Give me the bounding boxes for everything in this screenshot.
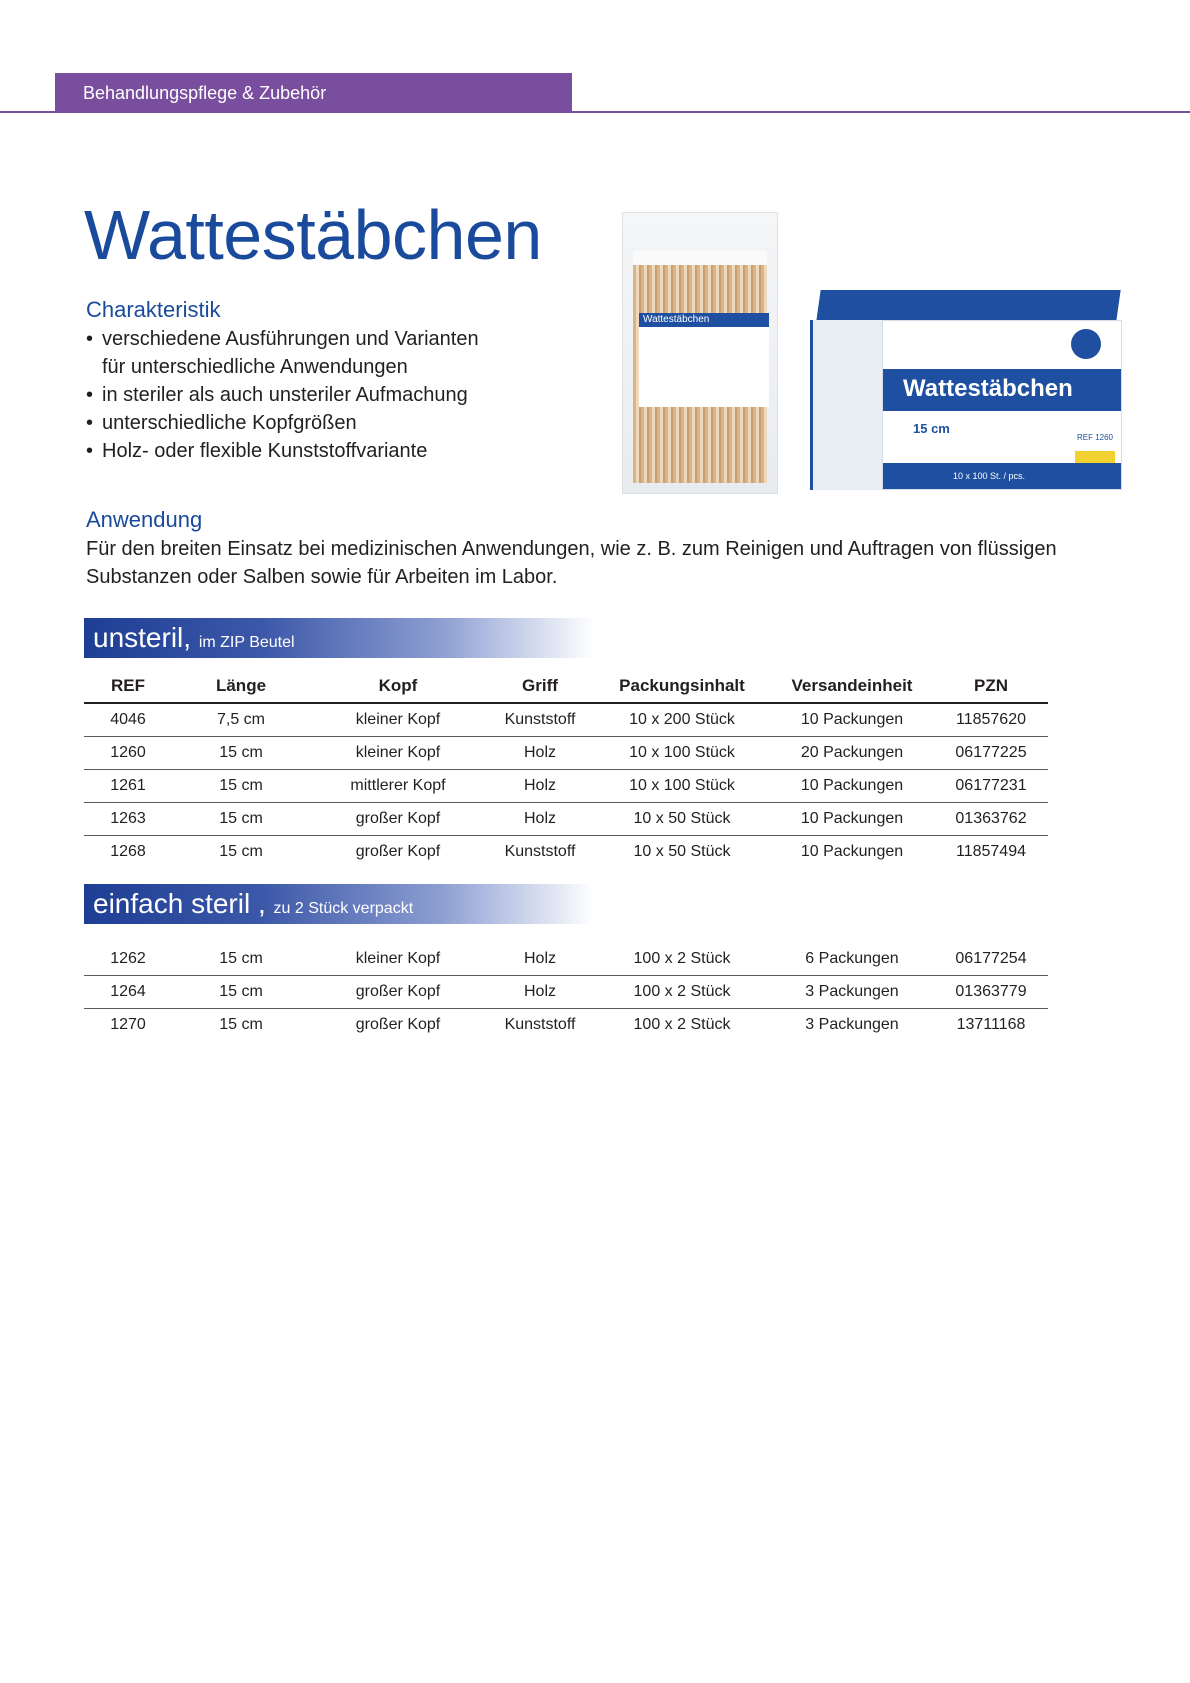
usage-heading: Anwendung xyxy=(86,507,203,532)
cell-handle: Kunststoff xyxy=(486,703,594,737)
group-banner-unsteril xyxy=(84,618,594,658)
cell-package: 10 x 200 Stück xyxy=(594,703,770,737)
cell-pzn: 06177225 xyxy=(934,737,1048,770)
cell-ref: 1260 xyxy=(84,737,172,770)
cell-head: kleiner Kopf xyxy=(310,943,486,976)
cell-length: 15 cm xyxy=(172,737,310,770)
box-ref: REF 1260 xyxy=(1076,433,1113,442)
table-row xyxy=(84,737,1048,770)
cell-package: 100 x 2 Stück xyxy=(594,976,770,1009)
cell-shipping-unit: 6 Packungen xyxy=(770,943,934,976)
cell-handle: Holz xyxy=(486,943,594,976)
table-row xyxy=(84,943,1048,976)
group-title-text: unsteril, xyxy=(93,622,192,653)
cell-ref: 1268 xyxy=(110,843,146,860)
cell-length: 15 cm xyxy=(219,1016,263,1033)
column-header-ref: REF xyxy=(84,670,172,703)
cell-handle: Holz xyxy=(486,737,594,770)
cell-pzn: 11857620 xyxy=(934,703,1048,737)
cell-shipping-unit: 10 Packungen xyxy=(770,803,934,836)
group-title xyxy=(93,888,413,925)
cell-shipping-unit: 20 Packungen xyxy=(770,737,934,770)
table-row xyxy=(84,836,1048,869)
bag-label xyxy=(639,313,769,407)
box-side xyxy=(810,320,885,490)
product-table-sterile xyxy=(84,943,1048,1041)
list-item: • Holz- oder flexible Kunststoffvariante xyxy=(86,437,502,465)
cell-shipping-unit: 10 Packungen xyxy=(770,703,934,737)
cell-ref: 1263 xyxy=(84,803,172,836)
cell-length: 15 cm xyxy=(172,976,310,1009)
section-tab: Behandlungspflege & Zubehör xyxy=(55,73,572,113)
box-band xyxy=(883,369,1121,411)
cell-pzn: 01363779 xyxy=(934,976,1048,1009)
table-row xyxy=(84,703,1048,737)
column-header-package: Packungsinhalt xyxy=(594,670,770,703)
product-image-box xyxy=(810,290,1125,495)
characteristics-list xyxy=(86,325,502,465)
cell-handle: Holz xyxy=(486,976,594,1009)
cell-ref: 1262 xyxy=(84,943,172,976)
characteristics-heading: Charakteristik xyxy=(86,297,221,322)
group-title xyxy=(93,622,295,659)
list-item: • unterschiedliche Kopfgrößen xyxy=(86,409,502,437)
cell-handle: Holz xyxy=(486,803,594,836)
cell-length: 15 cm xyxy=(172,770,310,803)
cell-head: mittlerer Kopf xyxy=(310,770,486,803)
cell-pzn: 01363762 xyxy=(934,803,1048,836)
cell-pzn: 06177254 xyxy=(934,943,1048,976)
column-header-head: Kopf xyxy=(310,670,486,703)
group-title-text: einfach steril , xyxy=(93,888,266,919)
product-table-unsteril xyxy=(84,670,1048,868)
cell-length: 7,5 cm xyxy=(172,703,310,737)
cell-length: 15 cm xyxy=(172,803,310,836)
cell-handle: Kunststoff xyxy=(504,843,576,860)
cell-handle: Kunststoff xyxy=(504,1016,576,1033)
cell-head: großer Kopf xyxy=(355,843,441,860)
cell-head: kleiner Kopf xyxy=(310,703,486,737)
box-label: Wattestäbchen xyxy=(903,375,1073,402)
cell-length: 15 cm xyxy=(219,843,263,860)
cell-package: 10 x 100 Stück xyxy=(594,737,770,770)
group-subtitle: im ZIP Beutel xyxy=(198,634,295,651)
cell-ref: 1264 xyxy=(84,976,172,1009)
table-row xyxy=(84,803,1048,836)
cell-ref: 1270 xyxy=(110,1016,146,1033)
cell-head: großer Kopf xyxy=(355,1016,441,1033)
product-image-bag xyxy=(622,212,778,494)
column-header-length: Länge xyxy=(172,670,310,703)
cell-shipping-unit: 10 Packungen xyxy=(770,770,934,803)
column-header-shipping-unit: Versandeinheit xyxy=(770,670,934,703)
cell-package: 10 x 100 Stück xyxy=(594,770,770,803)
cell-ref: 1261 xyxy=(84,770,172,803)
cell-pzn: 11857494 xyxy=(956,843,1026,860)
usage-text: Für den breiten Einsatz bei medizinischen Anwendungen, wie z. B. zum Reinigen und Auftragen von flüssigen Substanzen oder Salben sowie für Arbeiten im Labor. xyxy=(86,538,1057,588)
table-row xyxy=(84,770,1048,803)
column-header-handle: Griff xyxy=(486,670,594,703)
cell-pzn: 06177231 xyxy=(934,770,1048,803)
cell-handle: Holz xyxy=(486,770,594,803)
cell-shipping-unit: 10 Packungen xyxy=(800,843,904,860)
table-row xyxy=(84,976,1048,1009)
cell-length: 15 cm xyxy=(172,943,310,976)
cell-pzn: 13711168 xyxy=(956,1016,1026,1033)
cell-package: 100 x 2 Stück xyxy=(594,943,770,976)
list-item: • in steriler als auch unsteriler Aufmachung xyxy=(86,381,502,409)
list-item: • verschiedene Ausführungen und Varianten für unterschiedliche Anwendungen xyxy=(86,325,502,381)
cell-package: 10 x 50 Stück xyxy=(633,843,731,860)
cell-package: 100 x 2 Stück xyxy=(633,1016,731,1033)
column-header-pzn: PZN xyxy=(934,670,1048,703)
group-subtitle: zu 2 Stück verpackt xyxy=(273,900,414,917)
cell-shipping-unit: 3 Packungen xyxy=(805,1016,899,1033)
cell-shipping-unit: 3 Packungen xyxy=(770,976,934,1009)
box-count: 10 x 100 St. / pcs. xyxy=(883,463,1121,489)
cell-head: großer Kopf xyxy=(310,803,486,836)
cell-ref: 4046 xyxy=(84,703,172,737)
box-front xyxy=(882,320,1122,490)
box-size: 15 cm xyxy=(913,421,950,436)
cell-head: großer Kopf xyxy=(310,976,486,1009)
table-row xyxy=(84,1009,1048,1042)
cell-head: kleiner Kopf xyxy=(310,737,486,770)
page-title: Wattestäbchen xyxy=(84,196,542,274)
meditrade-logo-icon xyxy=(1071,329,1101,359)
bag-label-text: Wattestäbchen xyxy=(643,314,710,325)
cell-package: 10 x 50 Stück xyxy=(594,803,770,836)
group-banner-sterile xyxy=(84,884,594,924)
